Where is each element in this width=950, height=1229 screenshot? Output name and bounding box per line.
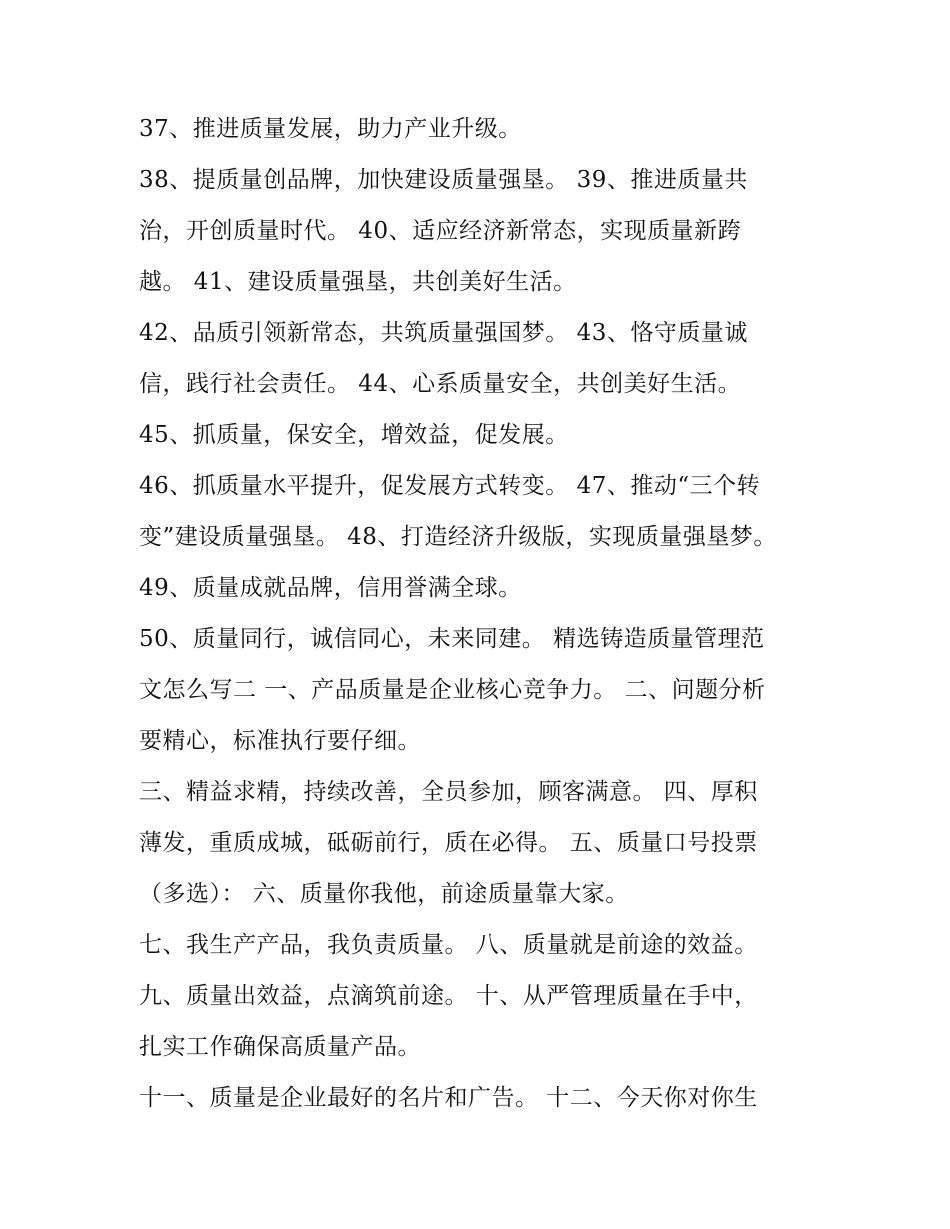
text-line: 要精心，标准执行要仔细。 [139, 728, 421, 754]
document-body [139, 104, 819, 1124]
text-line: 九、质量出效益，点滴筑前途。 十、从严管理质量在手中， [139, 983, 758, 1009]
text-line: 七、我生产产品，我负责质量。 八、质量就是前途的效益。 [139, 932, 758, 958]
text-line: 三、精益求精，持续改善，全员参加，顾客满意。 四、厚积 [139, 779, 758, 805]
text-line: 50、质量同行，诚信同心，未来同建。 精选铸造质量管理范 [139, 626, 765, 652]
text-line: 38、提质量创品牌，加快建设质量强垦。 39、推进质量共 [139, 167, 748, 193]
text-line: 薄发，重质成城，砥砺前行，质在必得。 五、质量口号投票 [139, 830, 758, 856]
text-line: （多选）： 六、质量你我他，前途质量靠大家。 [139, 881, 629, 907]
text-line: 治，开创质量时代。 40、适应经济新常态，实现质量新跨 [139, 218, 742, 244]
text-line: 文怎么写二 一、产品质量是企业核心竞争力。 二、问题分析 [139, 677, 766, 703]
text-line: 46、抓质量水平提升，促发展方式转变。 47、推动“三个转 [139, 473, 761, 499]
text-line: 49、质量成就品牌，信用誉满全球。 [139, 575, 522, 601]
text-line: 十一、质量是企业最好的名片和广告。 十二、今天你对你生 [139, 1085, 758, 1111]
text-line: 42、品质引领新常态，共筑质量强国梦。 43、恪守质量诚 [139, 320, 748, 346]
text-line: 37、推进质量发展，助力产业升级。 [139, 116, 522, 142]
text-line: 45、抓质量，保安全，增效益，促发展。 [139, 422, 569, 448]
text-line: 信，践行社会责任。 44、心系质量安全，共创美好生活。 [139, 371, 742, 397]
text-line: 扎实工作确保高质量产品。 [139, 1034, 421, 1060]
text-line: 变”建设质量强垦。 48、打造经济升级版，实现质量强垦梦。 [139, 524, 777, 550]
text-line: 越。 41、建设质量强垦，共创美好生活。 [139, 269, 577, 295]
